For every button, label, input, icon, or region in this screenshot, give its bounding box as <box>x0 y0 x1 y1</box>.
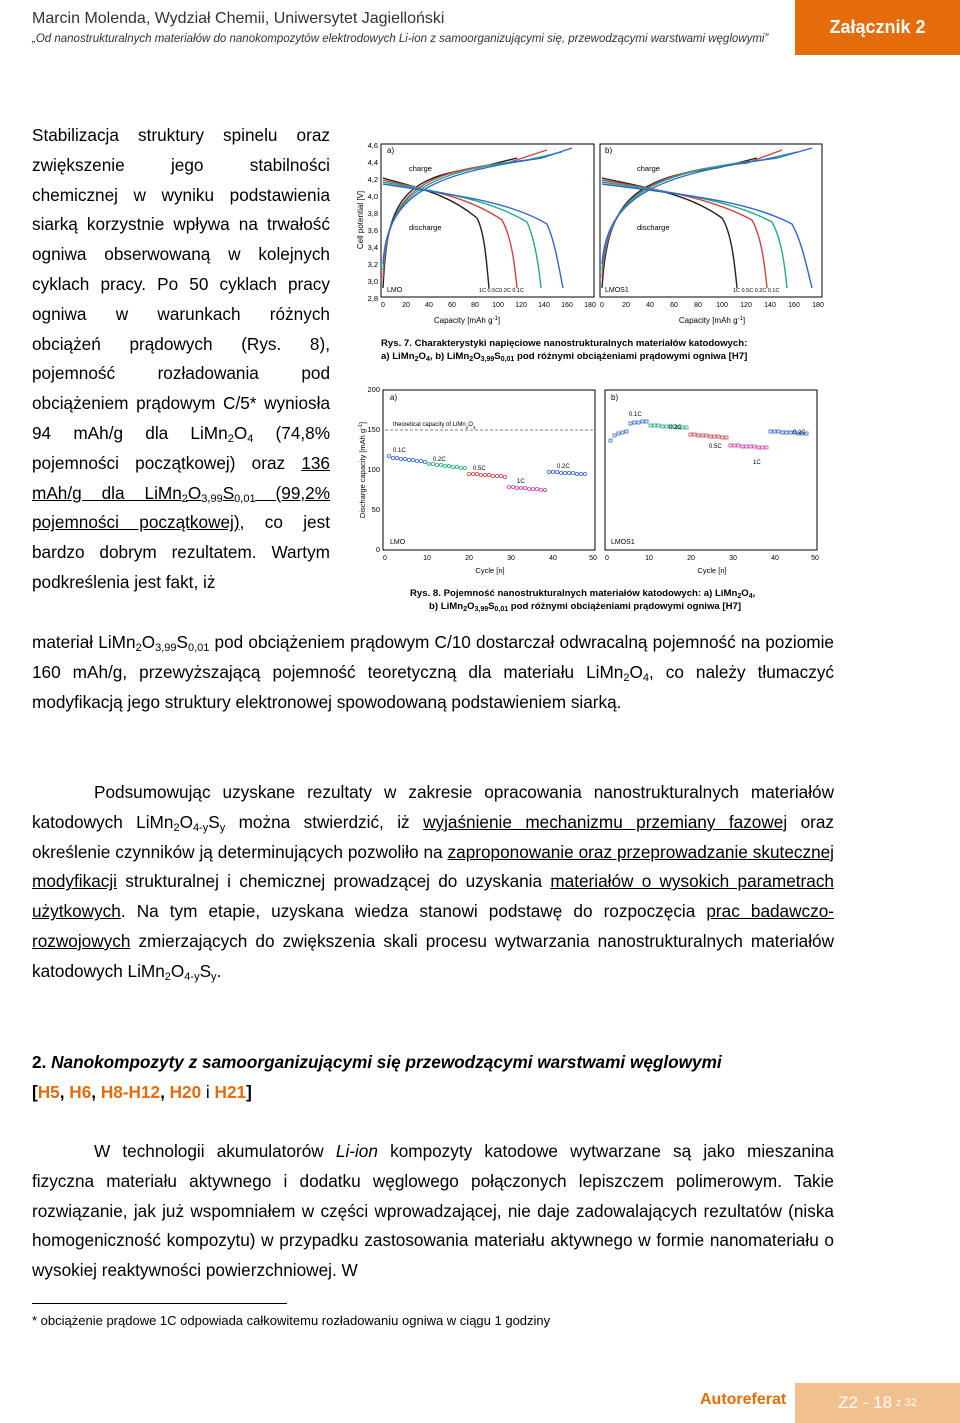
fig7-x-ticks-a <box>381 302 596 309</box>
svg-text:140: 140 <box>538 302 550 309</box>
svg-text:3,6: 3,6 <box>367 226 378 235</box>
fig7-x-label-b: Capacity [mAh $g^{-1}$] <box>678 316 746 325</box>
svg-text:3,4: 3,4 <box>367 243 378 252</box>
svg-text:0: 0 <box>383 555 387 562</box>
svg-text:1C: 1C <box>753 460 761 466</box>
fig7-curves-b <box>602 148 812 288</box>
fig7-sample-a: LMO <box>387 287 403 294</box>
fig8-x-ticks-a <box>383 555 597 562</box>
svg-text:100: 100 <box>367 465 380 474</box>
paragraph-summary: Podsumowując uzyskane rezultaty w zakresie opracowania nanostrukturalnych materiałów katodowych $LiMn_2O_{4-y}S_y$ można stwierdzić, iż wyjaśnienie mechanizmu przemiany fazowej oraz określenie czynników ją determinujących pozwoliło na zaproponowanie oraz przeprowadzanie skutecznej modyfikacji strukturalnej i chemicznej prowadzącej do uzyskania materiałów o wysokich parametrach użytkowych. Na tym etapie, uzyskana wiedza stanowi podstawę do rozpoczęcia prac badawczo-rozwojowych zmierzających do zwiększenia skali procesu wytwarzania nanostrukturalnych materiałów katodowych $LiMn_2O_{4-y}S_y$. <box>32 782 835 983</box>
header-author: Marcin Molenda, Wydział Chemii, Uniwersytet Jagielloński <box>32 10 445 27</box>
svg-text:150: 150 <box>367 425 380 434</box>
svg-text:140: 140 <box>764 302 776 309</box>
svg-text:60: 60 <box>448 302 456 309</box>
svg-text:0: 0 <box>375 545 380 554</box>
fig7-y-label: Cell potential [V] <box>356 190 365 250</box>
svg-text:20: 20 <box>687 555 695 562</box>
svg-text:0.1C: 0.1C <box>629 412 642 418</box>
figure-8-plot <box>357 384 827 579</box>
svg-text:4,6: 4,6 <box>367 141 378 150</box>
svg-text:30: 30 <box>507 555 515 562</box>
figure-7-plot <box>357 138 827 333</box>
footnote-separator <box>32 1303 287 1304</box>
svg-text:3,8: 3,8 <box>367 209 378 218</box>
fig7-x-label-a: Capacity [mAh $g^{-1}$] <box>433 316 501 325</box>
svg-text:50: 50 <box>589 555 597 562</box>
fig7-discharge-label-a: discharge <box>409 223 442 232</box>
paragraph-sulfur-stabilization: Stabilizacja struktury spinelu oraz zwiększenie jego stabilności chemicznej w wyniku podstawienia siarką korzystnie wpływa na trwałość ogniwa obserwowaną w kolejnych cyklach pracy. Po 50 cyklach pracy ogniwa w warunkach różnych obciążeń prądowych (Rys. 8), pojemność rozładowania pod obciążeniem prądowym C/5* wyniosła 94 mAh/g dla $LiMn_2O_4$ (74,8% pojemności początkowej) oraz 136 mAh/g dla $LiMn_2O_{3,99}S_{0,01}$ (99,2% pojemności początkowej), co jest bardzo dobrym rezultatem. Wartym podkreślenia jest fakt, iż <box>32 125 331 592</box>
svg-text:0.1C: 0.1C <box>393 448 406 454</box>
section-heading: 2. Nanokompozyty z samoorganizującymi się przewodzącymi warstwami węglowymi [H5, H6, H8-H12, H20 i H21] <box>32 1048 722 1108</box>
fig8-x-ticks-b <box>605 555 819 562</box>
fig7-rates-a: 1C 0.5C0.2C 0.1C <box>479 288 524 294</box>
fig7-charge-label-b: charge <box>637 164 660 173</box>
svg-text:0: 0 <box>600 302 604 309</box>
svg-text:0.5C: 0.5C <box>709 444 722 450</box>
fig7-rates-b: 1C 0.5C 0.2C 0.1C <box>733 288 780 294</box>
svg-text:80: 80 <box>694 302 702 309</box>
fig8-panel-b-label: b) <box>611 393 619 402</box>
svg-text:20: 20 <box>465 555 473 562</box>
svg-text:180: 180 <box>584 302 596 309</box>
svg-text:0: 0 <box>605 555 609 562</box>
svg-text:4,0: 4,0 <box>367 192 378 201</box>
svg-text:40: 40 <box>425 302 433 309</box>
svg-text:40: 40 <box>771 555 779 562</box>
paragraph-capacity-continued: materiał $LiMn_2O_{3,99}S_{0,01}$ pod obciążeniem prądowym C/10 dostarczał odwracalną pojemność na poziomie 160 mAh/g, przewyższającą pojemność teoretyczną dla materiału $LiMn_2O_4$, co należy tłumaczyć modyfikacją jego struktury elektronowej spowodowaną podstawieniem siarką. <box>32 632 835 712</box>
svg-text:30: 30 <box>729 555 737 562</box>
svg-text:20: 20 <box>402 302 410 309</box>
fig7-sample-b: LMOS1 <box>605 287 629 294</box>
svg-text:4,4: 4,4 <box>367 158 378 167</box>
svg-text:160: 160 <box>561 302 573 309</box>
svg-text:1C: 1C <box>517 479 525 485</box>
fig8-panel-a-label: a) <box>390 393 398 402</box>
fig7-y-ticks <box>368 141 378 303</box>
page-footer <box>0 1383 960 1423</box>
fig8-y-label: Discharge capacity [mAh $g^{-1}$] <box>358 421 367 519</box>
fig8-y-ticks <box>367 385 380 554</box>
fig8-panel-a-frame <box>383 390 595 550</box>
fig8-x-label-b: Cycle [n] <box>697 566 727 575</box>
footer-label: Autoreferat <box>700 1391 787 1408</box>
svg-text:3,2: 3,2 <box>367 260 378 269</box>
figure-8-caption: Rys. 8. Pojemność nanostrukturalnych materiałów katodowych: a) $LiMn_2O_4$, b) $LiMn_2O_{3,99}S_{0,01}$ pod różnymi obciążeniami prądowymi ogniwa [H7] <box>410 588 756 613</box>
svg-text:2,8: 2,8 <box>367 294 378 303</box>
fig7-charge-label-a: charge <box>409 164 432 173</box>
svg-text:180: 180 <box>812 302 824 309</box>
svg-text:100: 100 <box>716 302 728 309</box>
fig8-x-label-a: Cycle [n] <box>475 566 505 575</box>
fig8-rate-labels-a <box>393 448 570 485</box>
svg-text:50: 50 <box>371 505 380 514</box>
fig8-theoretical-label: theoretical capacity of $LiMn_2O_4$ <box>393 422 476 430</box>
svg-text:3,0: 3,0 <box>367 277 378 286</box>
svg-text:80: 80 <box>471 302 479 309</box>
fig7-panel-a-label: a) <box>387 146 395 155</box>
fig7-discharge-label-b: discharge <box>637 223 670 232</box>
svg-text:40: 40 <box>646 302 654 309</box>
page-header <box>0 0 960 55</box>
footnote: * obciążenie prądowe 1C odpowiada całkowitemu rozładowaniu ogniwa w ciągu 1 godziny <box>32 1313 551 1328</box>
figure-7-caption: Rys. 7. Charakterystyki napięciowe nanostrukturalnych materiałów katodowych: a) $LiMn_2O_4$, b) $LiMn_2O_{3,99}S_{0,01}$ pod różnymi obciążeniami prądowymi ogniwa [H7] <box>381 338 748 363</box>
svg-text:0.2C: 0.2C <box>433 457 446 463</box>
fig8-rate-labels-b <box>629 412 806 466</box>
svg-text:160: 160 <box>788 302 800 309</box>
figure-7-voltage-profiles <box>357 138 827 333</box>
svg-text:40: 40 <box>549 555 557 562</box>
svg-text:0: 0 <box>381 302 385 309</box>
header-subtitle: „Od nanostrukturalnych materiałów do nanokompozytów elektrodowych Li-ion z samoorganizującymi się, przewodzącymi warstwami węglowymi” <box>32 33 769 45</box>
figure-8-cycling-capacity <box>357 384 827 579</box>
svg-text:0.2C: 0.2C <box>557 464 570 470</box>
svg-text:0.5C: 0.5C <box>473 466 486 472</box>
svg-text:0.2C: 0.2C <box>669 425 682 431</box>
fig8-points-a <box>387 454 586 491</box>
svg-text:100: 100 <box>492 302 504 309</box>
footer-page-number: Z2 - 18 z 32 <box>795 1383 960 1423</box>
section-references: [H5, H6, H8-H12, H20 i H21] <box>32 1081 252 1102</box>
header-attachment-tab: Załącznik 2 <box>795 0 960 55</box>
svg-text:120: 120 <box>515 302 527 309</box>
fig8-sample-a: LMO <box>390 539 406 546</box>
svg-text:50: 50 <box>811 555 819 562</box>
fig7-panel-b-label: b) <box>605 146 613 155</box>
svg-text:60: 60 <box>670 302 678 309</box>
paragraph-li-ion-composites: W technologii akumulatorów Li-ion kompozyty katodowe wytwarzane są jako mieszanina fizyczna materiału aktywnego i dodatku węglowego połączonych lepiszczem polimerowym. Takie rozwiązanie, jak już wspomniałem w części wprowadzającej, nie daje zadowalających rezultatów (niska homogeniczność kompozytu) w przypadku zastosowania materiału aktywnego w formie nanomateriału o wysokiej reaktywności powierzchniowej. W <box>32 1141 834 1281</box>
svg-text:0.2C: 0.2C <box>793 430 806 436</box>
svg-text:10: 10 <box>423 555 431 562</box>
fig7-x-ticks-b <box>600 302 824 309</box>
svg-text:200: 200 <box>367 385 380 394</box>
svg-text:10: 10 <box>645 555 653 562</box>
fig8-sample-b: LMOS1 <box>611 539 635 546</box>
svg-text:20: 20 <box>622 302 630 309</box>
svg-text:4,2: 4,2 <box>367 175 378 184</box>
svg-text:120: 120 <box>740 302 752 309</box>
